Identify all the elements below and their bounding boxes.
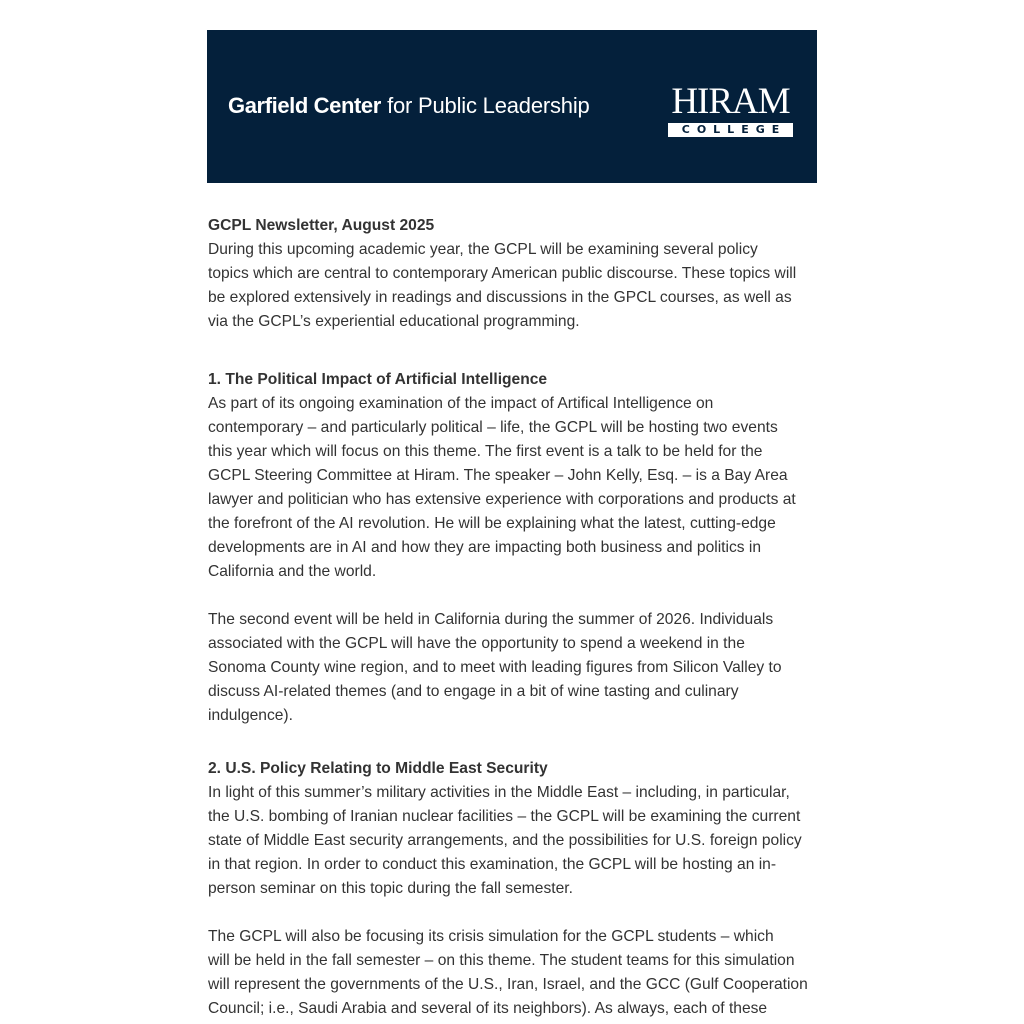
- hiram-college-logo: HIRAM COLLEGE: [668, 82, 793, 137]
- header-banner: [207, 30, 817, 183]
- intro-paragraph: During this upcoming academic year, the GCPL will be examining several policy topics which are central to contemporary American public discourse. These topics will be explored extensively in readings and discussions in the GPCL courses, as well as via the GCPL’s experiential educational programming.: [208, 241, 797, 330]
- paragraph: The GCPL will also be focusing its crisis simulation for the GCPL students – which will be held in the fall semester – on this theme. The student teams for this simulation will represent the governments of the U.S., Iran, Israel, and the GCC (Gulf Cooperation Council; i.e., Saudi Arabia and several of its neighbors). As always, each of these: [208, 928, 808, 1017]
- section-heading: 2. U.S. Policy Relating to Middle East Security: [208, 760, 548, 777]
- section-heading: 1. The Political Impact of Artificial Intelligence: [208, 371, 548, 388]
- newsletter-title: GCPL Newsletter, August 2025: [208, 217, 435, 234]
- garfield-center-logo: Garfield Center for Public Leadership: [228, 93, 590, 118]
- newsletter-body: [208, 214, 828, 1021]
- paragraph: In light of this summer’s military activities in the Middle East – including, in particular, the U.S. bombing of Iranian nuclear facilities – the GCPL will be examining the current state of Middle East security arrangements, and the possibilities for U.S. foreign policy in that region. In order to conduct this examination, the GCPL will be hosting an in- person seminar on this topic during the fall semester.: [208, 784, 802, 897]
- paragraph: As part of its ongoing examination of the impact of Artifical Intelligence on contemporary – and particularly political – life, the GCPL will be hosting two events this year which will focus on this theme. The first event is a talk to be held for the GCPL Steering Committee at Hiram. The speaker – John Kelly, Esq. – is a Bay Area lawyer and politician who has extensive experience with corporations and products at the forefront of the AI revolution. He will be explaining what the latest, cutting-edge developments are in AI and how they are impacting both business and politics in California and the world.: [208, 395, 796, 580]
- paragraph: The second event will be held in California during the summer of 2026. Individuals associated with the GCPL will have the opportunity to spend a weekend in the Sonoma County wine region, and to meet with leading figures from Silicon Valley to discuss AI-related themes (and to engage in a bit of wine tasting and culinary indulgence).: [208, 611, 782, 724]
